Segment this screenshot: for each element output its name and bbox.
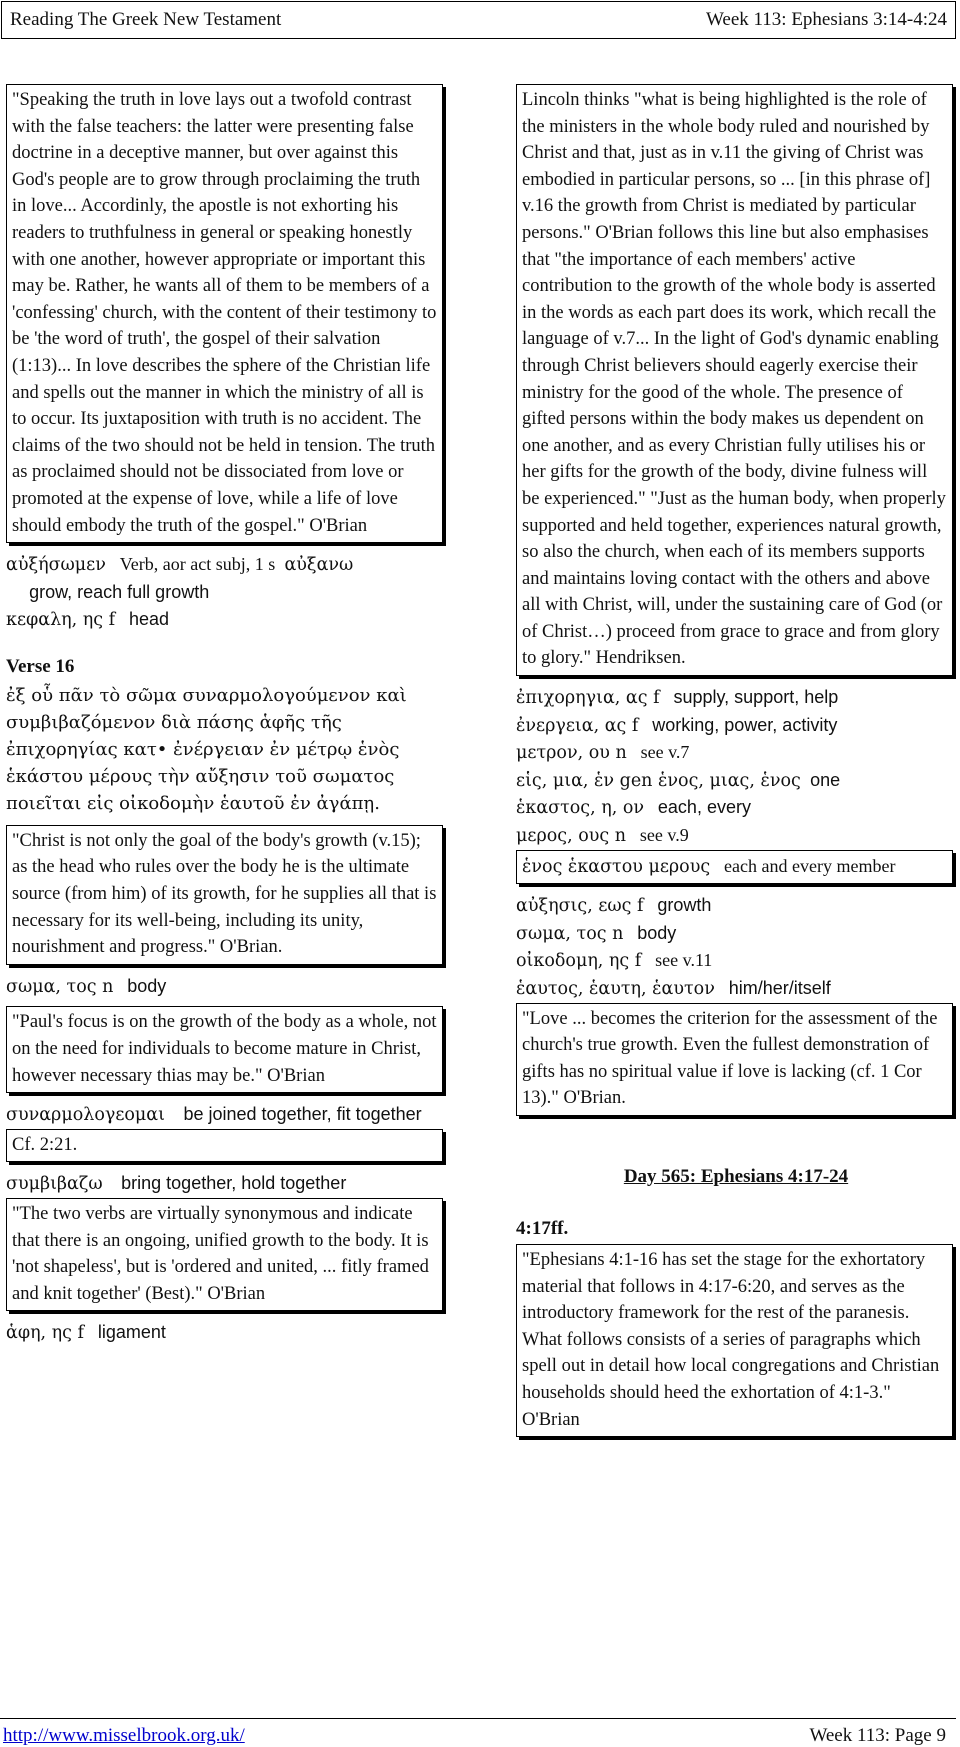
quote-text: "Paul's focus is on the growth of the body as a whole, not on the need for individuals to become mature in Christ, however necessary thias may be." O'Brian: [12, 1012, 437, 1086]
vocab-entry: μερος, ους n see v.9: [516, 825, 689, 847]
header-week: Week 113: Ephesians 3:14-4:24: [705, 9, 947, 30]
vocab-entry: κεφαλη, ης f head: [6, 609, 170, 631]
quote-text: "Speaking the truth in love lays out a twofold contrast with the false teachers: the latter were presenting false doctrine in a deceptive manner, but over against this God's people are to grow through proclaiming the truth in love... Accordinly, the apostle is not exhorting his readers to truthfulness in general or speaking honestly with one another, however appropriate or important this may be. Rather, he wants all of them to be members of a 'confessing' church, with the content of their testimony to be 'the word of truth', the gospel of their salvation (1:13)... In love describes the sphere of the Christian life and spells out the manner in which the ministry of all is to occur. Its juxtaposition with truth is no accident. The claims of the two should not be held in tension. The truth as proclaimed should not be dissociated from love or promoted at the expense of love, while a life of love should embody the truth of the gospel." O'Brian: [12, 90, 437, 536]
vocab-entry: οἰκοδομη, ης f see v.11: [516, 950, 713, 972]
quote-text: "Ephesians 4:1-16 has set the stage for the exhortatory material that follows in 4:17-6:20, and serves as the introductory framework for the rest of the paranesis. What follows consists of a series of paragraphs which spell out in detail how local congregations and Christian households should heed the exhortation of 4:1-3." O'Brian: [522, 1249, 940, 1430]
quote-text: "Love ... becomes the criterion for the assessment of the church's true growth. Even the fullest demonstration of gifts has no spiritual value if love is lacking (cf. 1 Cor 13)." O'Brian.: [522, 1008, 938, 1109]
vocab-entry: αὐξησις, εως f growth: [516, 895, 712, 917]
verse-heading: Verse 16: [6, 655, 75, 677]
vocab-entry: μετρον, ου n see v.7: [516, 742, 690, 764]
left-column: [6, 84, 446, 1347]
page-header: [1, 1, 956, 39]
passage-heading: 4:17ff.: [516, 1217, 569, 1239]
vocab-entry: ἐπιχορηγια, ας f supply, support, help: [516, 687, 839, 709]
website-link[interactable]: http://www.misselbrook.org.uk/: [3, 1725, 245, 1746]
page-footer: [0, 1718, 956, 1747]
header-title: Reading The Greek New Testament: [10, 9, 282, 30]
greek-verse-text: ἐξ οὗ πᾶν τὸ σῶμα συναρμολογούμενον καὶ συμβιβαζόμενον διὰ πάσης ἁφῆς τῆς ἐπιχορηγίας κατ• ἐνέργειαν ἐν μέτρῳ ἑνὸς ἑκάστου μέρους τὴν αὔξησιν τοῦ σωματος ποιεῖται εἰς οἰκοδομὴν ἑαυτοῦ ἐν ἀγάπῃ.: [6, 684, 407, 814]
quote-box: [6, 84, 443, 543]
right-column: [516, 84, 956, 1445]
quote-box: [6, 825, 443, 965]
vocab-entry: συμβιβαζω bring together, hold together: [6, 1173, 347, 1195]
quote-text: Lincoln thinks "what is being highlighted is the role of the ministers in the whole body ruled and nourished by Christ and that, just as in v.11 the giving of Christ was embodied in particular persons, so ... [in this phrase of] v.16 the growth from Christ is mediated by particular persons." O'Brian follows this line but also emphasises that "the importance of each members' active contribution to the growth of the whole body is asserted in the words as each part does its work, which recall the language of v.7... In the light of God's dynamic enabling through Christ believers should eagerly exercise their ministry for the good of the whole. The presence of gifted persons within the body makes us dependent on one another, and as every Christian fully utilises his or her gifts for the growth of the body, divine fulness will be experienced." "Just as the human body, when properly supported and held together, experiences natural growth, so also the church, when each of its members supports and maintains loving contact with the others and above all with Christ, will, under the sustaining care of God (or of Christ…) proceed from grace to grace and from glory to glory." Hendriksen.: [522, 90, 946, 669]
quote-box: [516, 84, 953, 676]
quote-text: Cf. 2:21.: [12, 1134, 78, 1155]
vocab-box: ἑνος ἑκαστου μερους each and every member: [516, 850, 953, 885]
vocab-entry: σωμα, τος n body: [6, 975, 167, 997]
vocab-entry: σωμα, τος n body: [516, 922, 677, 944]
quote-text: "Christ is not only the goal of the body's growth (v.15); as the head who rules over the body he is the ultimate source (from him) of its growth, for he supplies all that is necessary for its well-being, including its unity, nourishment and progress." O'Brian.: [12, 830, 437, 958]
quote-text: "The two verbs are virtually synonymous and indicate that there is an ongoing, unified growth to the body. It is 'not shapeless', but is 'ordered and united, ... fitly framed and knit together' (Best)." O'Brian: [12, 1204, 429, 1304]
vocab-entry: ἁφη, ης f ligament: [6, 1322, 166, 1344]
quote-box: [6, 1129, 443, 1163]
page-number: Week 113: Page 9: [809, 1725, 946, 1746]
quote-box: [6, 1006, 443, 1093]
vocab-entry: ἐνεργεια, ας f working, power, activity: [516, 714, 838, 736]
quote-box: [516, 1003, 953, 1116]
vocab-entry: ἑαυτος, ἑαυτη, ἑαυτον him/her/itself: [516, 978, 831, 999]
vocab-entry: συναρμολογεομαι be joined together, fit together: [6, 1104, 422, 1126]
day-heading: Day 565: Ephesians 4:17-24: [623, 1165, 849, 1187]
quote-box: [516, 1244, 953, 1437]
vocab-entry: εἱς, μια, ἑν gen ἑνος, μιας, ἑνος one: [516, 769, 841, 791]
vocab-entry: αὐξήσωμεν Verb, aor act subj, 1 s αὐξανω grow, reach full growth: [6, 554, 354, 602]
vocab-entry: ἑκαστος, η, ον each, every: [516, 797, 751, 819]
quote-box: [6, 1198, 443, 1311]
